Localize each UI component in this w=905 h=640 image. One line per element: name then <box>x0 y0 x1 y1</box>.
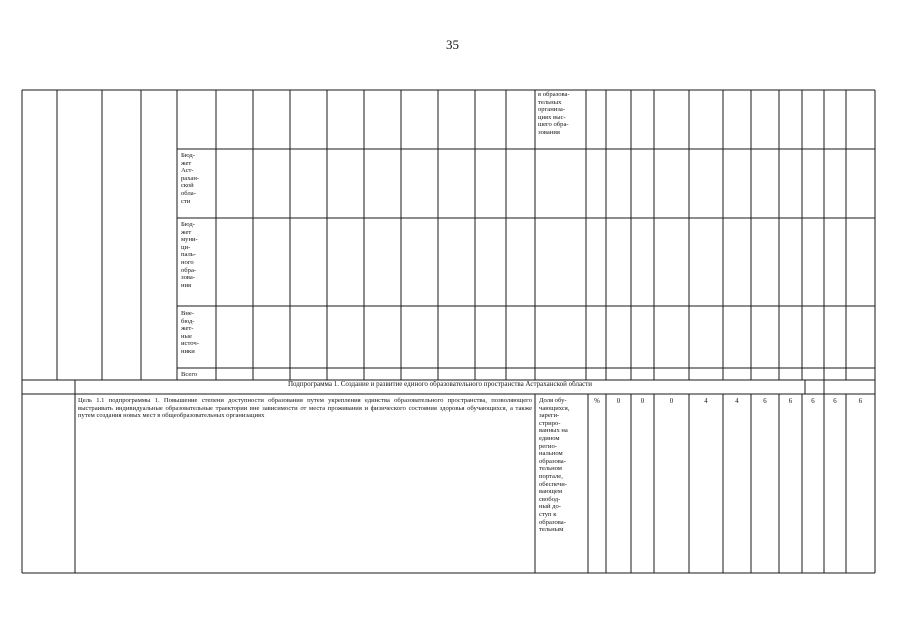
goal-value: 6 <box>788 398 793 405</box>
goal-value: 6 <box>811 398 815 405</box>
goal-value: 4 <box>704 398 708 405</box>
funding-source-municipal-budget: Бюд- жет муни- ци- паль- ного обра- зова- ния <box>181 221 198 289</box>
funding-source-total: Всего <box>181 371 198 378</box>
goal-value: 4 <box>735 398 739 405</box>
subprogram-title: Подпрограмма 1. Создание и развитие единого образовательного пространства Астраханской области <box>287 381 593 388</box>
goal-value: 0 <box>616 398 621 405</box>
funding-source-extrabudgetary: Вне- бюд- жет- ные источ- ники <box>181 310 199 355</box>
goal-value: 0 <box>669 398 674 405</box>
funding-source-regional-budget: Бюд- жет Аст- рахан- ской обла- сти <box>181 152 200 205</box>
goal-value: 6 <box>858 398 863 405</box>
page-number: 35 <box>446 37 459 52</box>
goal-value: 6 <box>763 398 767 405</box>
indicator-continuation-cell: в образова- тельных организа- циях выс- шего обра- зования <box>538 91 570 136</box>
goal-indicator: Доля обу- чающихся, зареги- стриро- ванных на едином регио- нальном образова- тельном портале, обеспечи- вающем свобод- ный до- ступ к образова- тельным <box>539 397 570 534</box>
goal-unit: % <box>594 398 600 405</box>
goal-value: 0 <box>640 398 645 405</box>
goal-description: Цель 1.1 подпрограммы 1. Повышение степени доступности образования путем укрепления единства образовательного пространства, позволяющего выстраивать индивидуальные образовательные траектории вне зависимости от места проживания и физического состояния здоровья обучающихся, а также путем создания новых мест в общеобразовательных организациях <box>78 397 532 420</box>
goal-value: 6 <box>833 398 837 405</box>
